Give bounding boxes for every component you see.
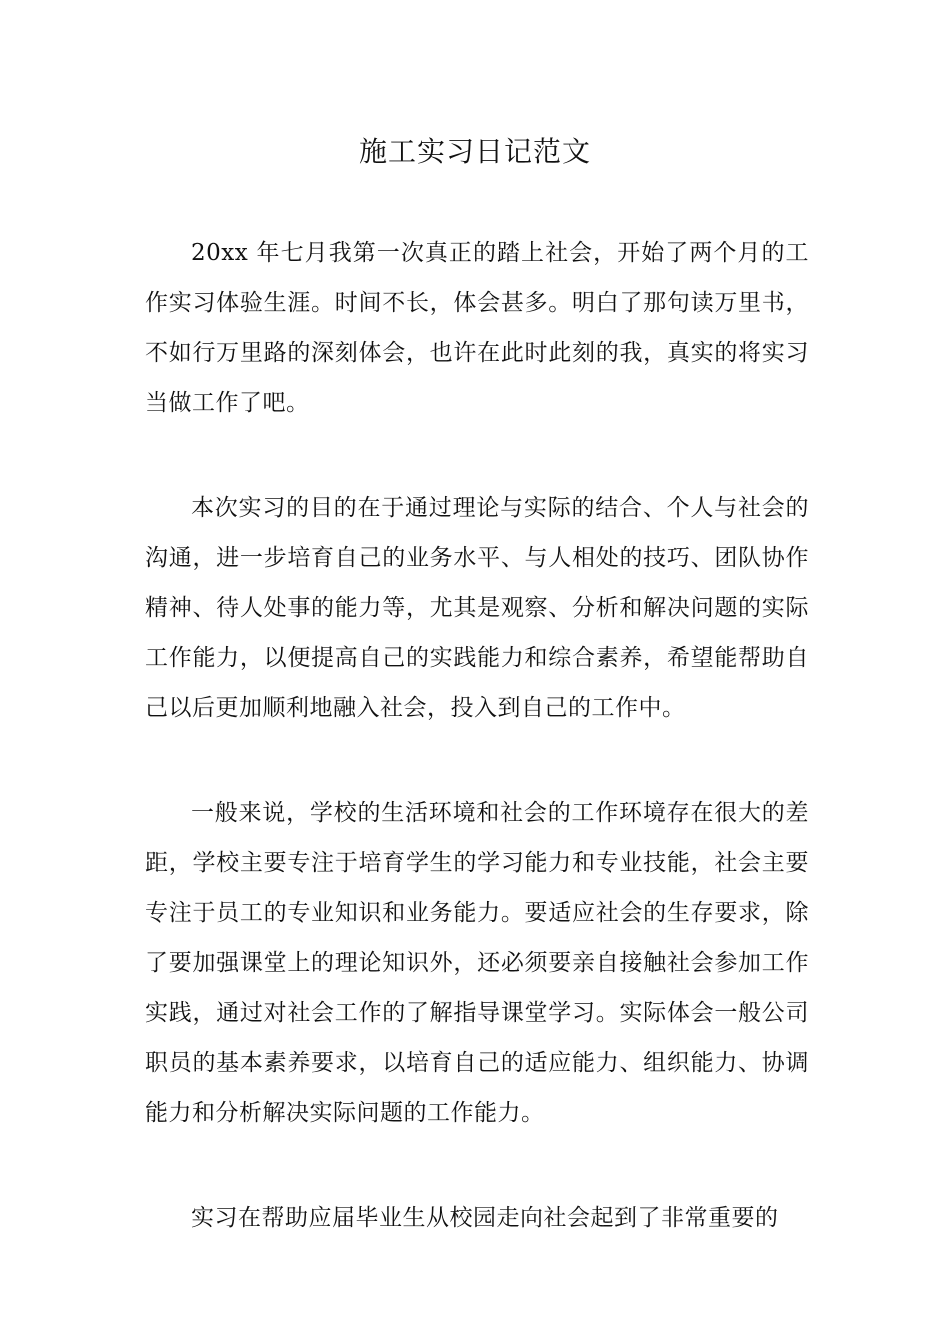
document-title: 施工实习日记范文	[358, 135, 591, 168]
document-body	[145, 228, 809, 1298]
paragraph-2: 本次实习的目的在于通过理论与实际的结合、个人与社会的沟通，进一步培育自己的业务水平、与人相处的技巧、团队协作精神、待人处事的能力等，尤其是观察、分析和解决问题的实际工作能力，以便提高自己的实践能力和综合素养，希望能帮助自己以后更加顺利地融入社会，投入到自己的工作中。	[145, 495, 809, 721]
paragraph-4: 实习在帮助应届毕业生从校园走向社会起到了非常重要的	[191, 1205, 779, 1231]
paragraph-1: 20xx 年七月我第一次真正的踏上社会，开始了两个月的工作实习体验生涯。时间不长，体会甚多。明白了那句读万里书，不如行万里路的深刻体会，也许在此时此刻的我，真实的将实习当做工作了吧。	[145, 240, 809, 416]
paragraph-3: 一般来说，学校的生活环境和社会的工作环境存在很大的差距，学校主要专注于培育学生的学习能力和专业技能，社会主要专注于员工的专业知识和业务能力。要适应社会的生存要求，除了要加强课堂上的理论知识外，还必须要亲自接触社会参加工作实践，通过对社会工作的了解指导课堂学习。实际体会一般公司职员的基本素养要求，以培育自己的适应能力、组织能力、协调能力和分析解决实际问题的工作能力。	[145, 800, 809, 1126]
